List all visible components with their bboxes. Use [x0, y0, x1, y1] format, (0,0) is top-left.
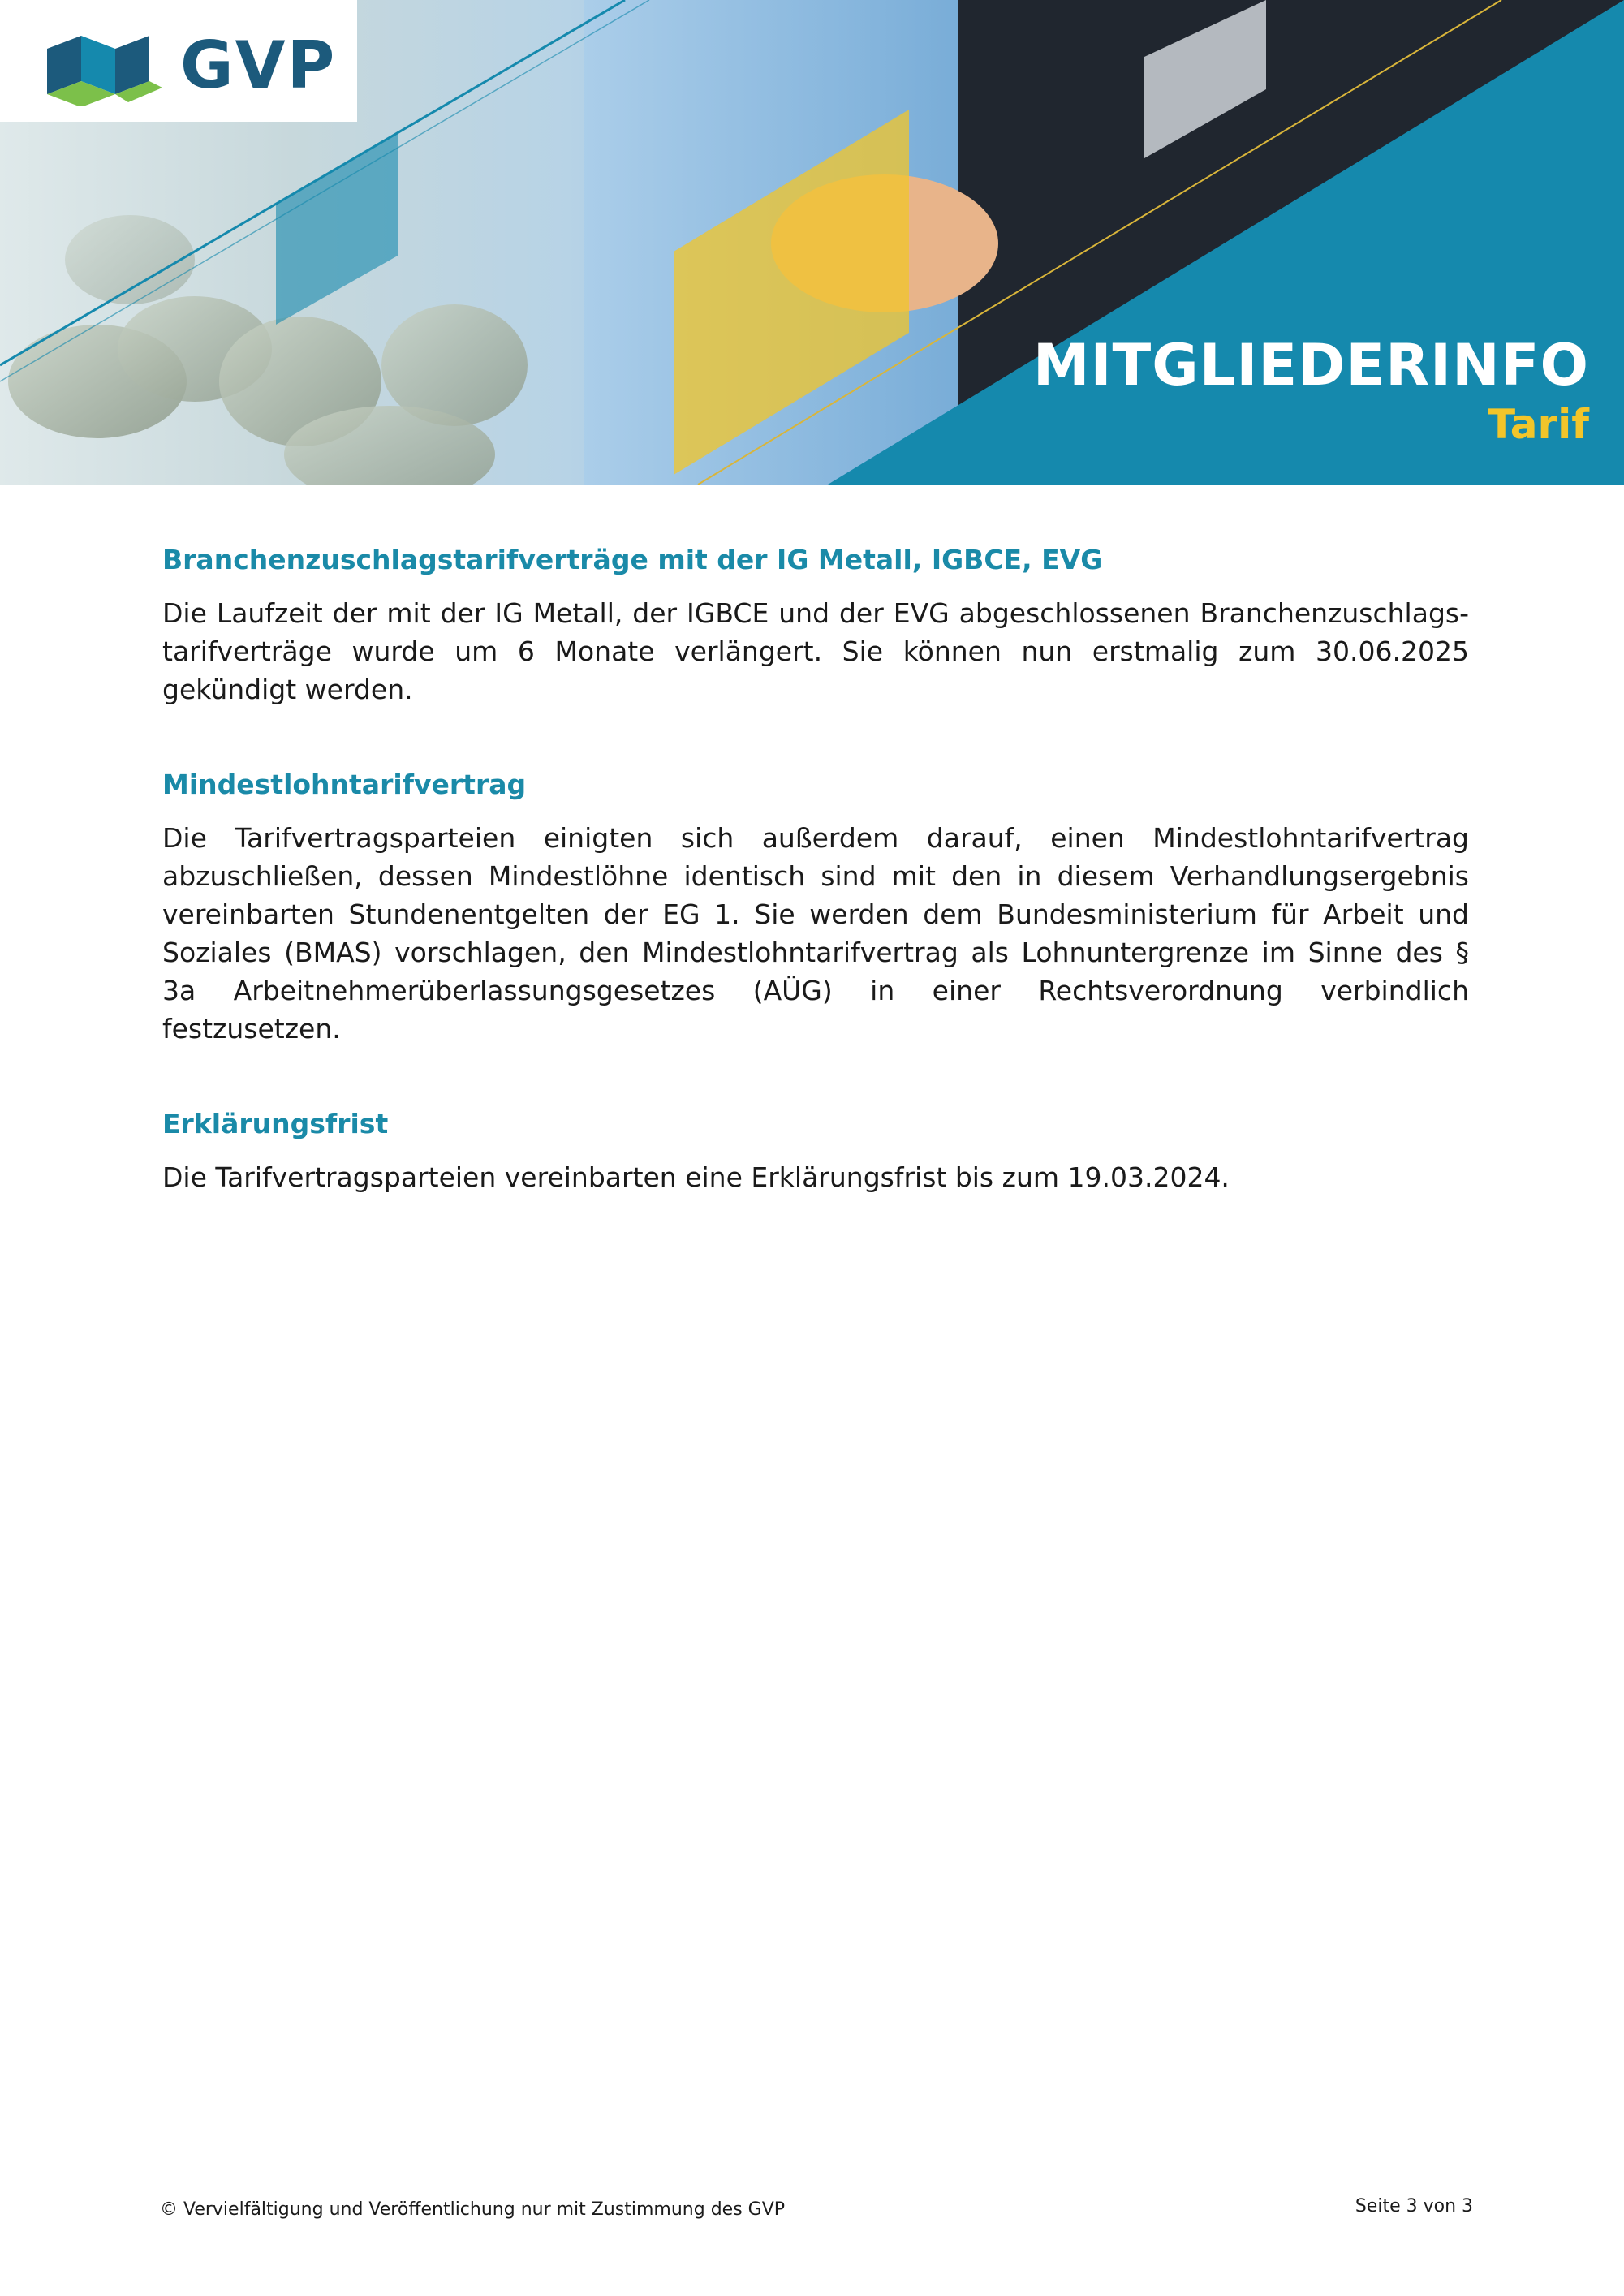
logo-text: GVP — [180, 28, 337, 103]
banner-subtitle: Tarif — [1488, 401, 1589, 448]
section-branchenzuschlag — [162, 536, 1469, 709]
section-heading: Branchenzuschlagstarifverträge mit der IG Metall, IGBCE, EVG — [162, 544, 1103, 575]
section-heading: Mindestlohntarifvertrag — [162, 769, 527, 800]
section-erklaerungsfrist — [162, 1100, 1469, 1196]
section-paragraph: Die Laufzeit der mit der IG Metall, der IGBCE und der EVG abgeschlossenen Branchenzuschlags-tarifverträge wurde um 6 Monate verlängert. Sie können nun erstmalig zum 30.06.2025 gekündigt werden. — [162, 597, 1469, 705]
section-paragraph: Die Tarifvertragsparteien vereinbarten eine Erklärungsfrist bis zum 19.03.2024. — [162, 1161, 1230, 1193]
header-banner — [0, 0, 1624, 485]
document-body — [162, 536, 1469, 1248]
section-paragraph: Die Tarifvertragsparteien einigten sich außerdem darauf, einen Mindestlohntarifvertrag abzuschließen, dessen Mindestlöhne identisch sind mit den in diesem Verhandlungsergebnis vereinbarten Stundenentgelten der EG 1. Sie werden dem Bundesministerium für Arbeit und Soziales (BMAS) vorschlagen, den Mindestlohntarifvertrag als Lohnuntergrenze im Sinne des § 3a Arbeitnehmerüberlassungsgesetzes (AÜG) in einer Rechtsverordnung verbindlich festzusetzen. — [162, 822, 1469, 1045]
gvp-logo-icon — [32, 24, 179, 106]
section-mindestlohn — [162, 760, 1469, 1048]
section-heading: Erklärungsfrist — [162, 1108, 389, 1139]
footer-page-number: Seite 3 von 3 — [1355, 2196, 1473, 2216]
banner-title: MITGLIEDERINFO — [1032, 332, 1589, 398]
footer-copyright: © Vervielfältigung und Veröffentlichung nur mit Zustimmung des GVP — [160, 2199, 786, 2220]
logo-area — [0, 0, 357, 122]
